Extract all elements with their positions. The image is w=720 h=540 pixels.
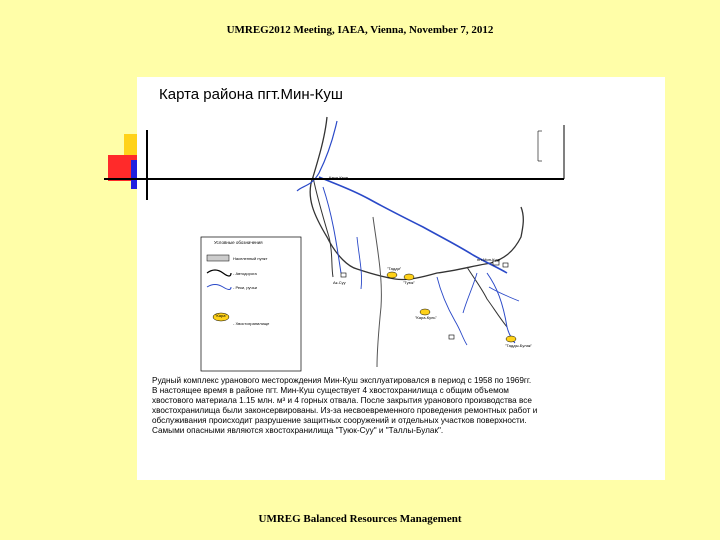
description-text — [152, 376, 592, 437]
legend-item-settlement: Населенный пункт — [233, 256, 268, 261]
legend-sample-label: "Кара" — [215, 313, 227, 318]
description-line: обслуживания происходит разрушение защитных сооружений и отдельных участков поверхности. — [152, 416, 527, 426]
description-line: хвостохранилища были законсервированы. Из-за несвоевременного проведения ремонтных работ и — [152, 406, 538, 416]
map-label-site-2: "Туюк" — [403, 280, 415, 285]
footer-title: UMREG Balanced Resources Management — [258, 513, 462, 525]
map-label-site-1: "Тадди" — [387, 266, 402, 271]
map-label-site-3: "Тадды-Булак" — [505, 343, 532, 348]
decorative-horizontal-line — [104, 178, 564, 180]
map-title: Карта района пгт.Мин-Куш — [159, 86, 343, 103]
legend-item-river: - Реки, ручьи — [233, 285, 257, 290]
legend-item-road: - Автодорога — [233, 271, 257, 276]
map-label-town: пгт.Мин-Куш — [477, 257, 500, 262]
description-line: Самыми опасными являются хвостохранилища "Туюк-Суу" и "Таллы-Булак". — [152, 426, 444, 436]
decorative-vertical-line — [146, 130, 148, 200]
map-label-village-2: Ак-Суу — [333, 280, 346, 285]
header-title: UMREG2012 Meeting, IAEA, Vienna, November 7, 2012 — [226, 24, 494, 36]
description-line: В настоящее время в районе пгт. Мин-Куш существует 4 хвостохранилища с общим объемом — [152, 386, 509, 396]
map-label-site-4: "Кара-Куль" — [415, 315, 437, 320]
description-line: Рудный комплекс уранового месторождения Мин-Куш эксплуатировался в период с 1958 по 1969гг. — [152, 376, 532, 385]
legend-item-tailings: - Хвостохранилище — [233, 321, 270, 326]
legend-heading: Условные обозначения — [214, 240, 263, 245]
description-line: хвостового материала 1.15 млн. м³ и 4 горных отвала. После закрытия уранового производства все — [152, 396, 532, 406]
map-slide — [137, 77, 665, 480]
